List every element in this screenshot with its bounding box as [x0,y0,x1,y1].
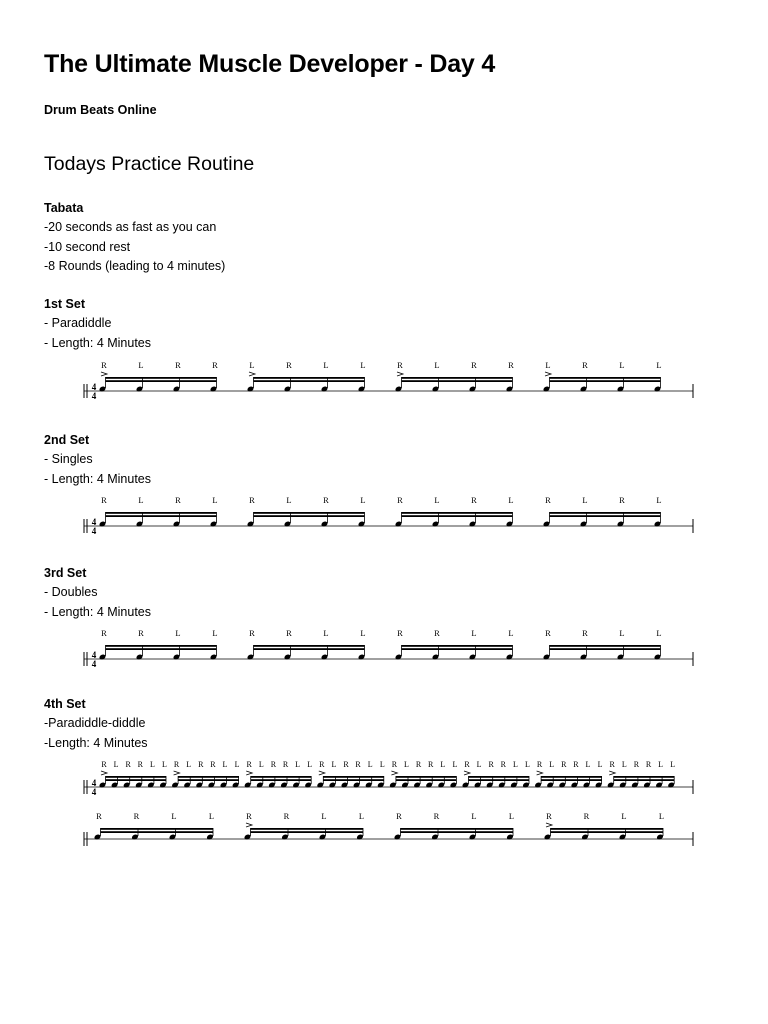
beam [401,831,514,833]
sticking-label: L [508,811,515,821]
sticking-label: R [582,360,588,370]
beam [254,512,365,514]
sticking-label: L [138,360,144,370]
sticking-label: R [138,628,144,638]
beam [469,776,530,778]
time-signature-bottom: 4 [91,659,97,669]
sticking-label: R [175,495,181,505]
sticking-label: R [561,760,567,769]
beam [106,779,167,781]
site-name: Drum Beats Online [44,103,157,117]
tabata-line: -10 second rest [44,239,131,254]
beam [402,380,513,382]
tabata-line: -8 Rounds (leading to 4 minutes) [44,259,226,273]
set-2-block [44,430,724,489]
time-signature-top: 4 [91,517,97,527]
sticking-label: R [96,811,102,821]
sticking-label: R [249,628,255,638]
sticking-label: L [549,760,555,769]
beam [550,645,661,647]
set-3-notation [0,624,768,680]
beam [106,648,217,650]
sticking-label: R [175,360,181,370]
beam [106,512,217,514]
set-title: 3rd Set [44,566,87,580]
sticking-label: L [621,811,627,821]
tabata-line: -20 seconds as fast as you can [44,220,217,234]
sticking-label: R [343,760,349,769]
sticking-label: L [358,811,365,821]
sticking-label: R [471,360,477,370]
sticking-label: R [545,628,551,638]
accent-mark [537,771,543,775]
set-2-notation [0,491,768,547]
sticking-label: L [175,628,181,638]
page-title: The Ultimate Muscle Developer - Day 4 [44,50,496,78]
sticking-label: L [670,760,676,769]
sticking-label: R [397,495,403,505]
tabata-block [44,198,724,277]
sticking-label: R [545,495,551,505]
beam [254,645,365,647]
sticking-label: R [212,360,218,370]
section-heading: Todays Practice Routine [44,153,255,175]
sticking-label: L [222,760,228,769]
sticking-label: R [583,811,590,821]
sticking-label: L [434,360,440,370]
sticking-label: L [212,495,218,505]
beam [402,512,513,514]
sticking-label: R [283,811,290,821]
beam [402,645,513,647]
tabata-title: Tabata [44,201,84,215]
sticking-label: L [295,760,301,769]
sticking-label: L [656,360,662,370]
accent-mark [464,771,470,775]
accent-mark [391,771,397,775]
sticking-label: R [101,760,107,769]
sticking-label: L [597,760,603,769]
beam [101,831,214,833]
sticking-label: L [440,760,446,769]
sticking-label: R [249,495,255,505]
time-signature-top: 4 [91,382,97,392]
sticking-label: L [476,760,482,769]
sticking-label: L [471,811,477,821]
beam [106,377,217,379]
beam [254,377,365,379]
sticking-label: R [319,760,325,769]
accent-mark [246,823,252,827]
beam [251,831,364,833]
sticking-label: L [434,495,440,505]
sticking-label: R [270,760,277,769]
sticking-label: R [101,360,107,370]
sticking-label: R [428,760,434,769]
sticking-label: R [323,495,329,505]
set-4-notation-row-1 [0,756,768,806]
sticking-label: L [360,360,366,370]
accent-mark [397,372,403,376]
sticking-label: L [619,360,625,370]
beam [401,828,514,830]
sticking-label: L [658,811,665,821]
beam [251,828,364,830]
sticking-label: L [621,760,627,769]
sticking-label: L [212,628,218,638]
sticking-label: L [582,495,588,505]
sticking-label: R [246,811,252,821]
set-title: 1st Set [44,297,85,311]
sticking-label: L [360,628,366,638]
sticking-label: R [464,760,470,769]
beam [551,831,664,833]
sticking-label: R [286,628,292,638]
beam [614,779,675,781]
set-line: - Doubles [44,585,98,599]
set-4-notation-row-2 [0,808,768,858]
accent-mark [246,771,252,775]
sticking-label: R [471,495,477,505]
set-title: 2nd Set [44,433,90,447]
set-line: - Length: 4 Minutes [44,335,152,350]
beam [614,776,675,778]
sticking-label: R [173,760,180,769]
set-3-block [44,563,724,622]
beam [323,779,384,781]
beam [106,515,217,517]
beam [541,779,602,781]
beam [550,515,661,517]
sticking-label: R [633,760,640,769]
accent-mark [546,823,552,827]
beam [402,515,513,517]
beam [550,377,661,379]
time-signature-top: 4 [91,650,97,660]
beam [396,776,457,778]
beam [251,776,312,778]
set-line: - Length: 4 Minutes [44,604,152,619]
set-1-block [44,294,724,353]
sticking-label: L [208,811,215,821]
beam [106,776,167,778]
sticking-label: L [258,760,264,769]
beam [178,779,239,781]
beam [106,645,217,647]
sticking-label: R [609,760,615,769]
sticking-label: R [355,760,361,769]
sticking-label: R [286,360,292,370]
sticking-label: R [546,811,552,821]
sticking-label: R [619,495,625,505]
sticking-label: R [433,811,440,821]
accent-mark [101,372,107,376]
sticking-label: L [508,495,514,505]
beam [396,779,457,781]
beam [323,776,384,778]
beam [550,380,661,382]
sticking-label: L [323,360,329,370]
set-title: 4th Set [44,697,86,711]
sticking-label: L [171,811,177,821]
sticking-label: L [525,760,530,769]
beam [254,648,365,650]
time-signature-bottom: 4 [91,787,97,797]
beam [550,648,661,650]
set-line: - Paradiddle [44,316,112,330]
sticking-label: L [367,760,373,769]
sticking-label: L [404,760,409,769]
sticking-label: R [434,628,440,638]
sticking-label: L [656,628,662,638]
sticking-label: L [162,760,167,769]
beam [101,828,214,830]
sticking-label: L [249,360,255,370]
sticking-label: L [619,628,625,638]
sticking-label: L [307,760,313,769]
set-line: - Singles [44,452,93,466]
sticking-label: R [573,760,579,769]
sticking-label: L [656,495,662,505]
sticking-label: R [582,628,588,638]
sticking-label: R [133,811,140,821]
sticking-label: L [286,495,292,505]
sticking-label: L [360,495,366,505]
sticking-label: R [396,811,402,821]
sticking-label: L [149,760,155,769]
sticking-label: L [234,760,240,769]
time-signature-bottom: 4 [91,391,97,401]
time-signature-top: 4 [91,778,97,788]
sticking-label: L [452,760,458,769]
sticking-label: R [282,760,289,769]
sticking-label: R [508,360,514,370]
accent-mark [174,771,180,775]
sticking-label: R [137,760,143,769]
beam [550,512,661,514]
set-1-notation [0,356,768,412]
sticking-label: R [101,628,107,638]
sticking-label: L [331,760,337,769]
beam [254,380,365,382]
beam [251,779,312,781]
sticking-label: R [125,760,131,769]
accent-mark [101,771,107,775]
beam [178,776,239,778]
sticking-label: L [138,495,144,505]
sticking-label: L [545,360,551,370]
sticking-label: L [585,760,591,769]
accent-mark [609,771,615,775]
sticking-label: L [658,760,664,769]
sticking-label: L [323,628,329,638]
sticking-label: R [500,760,506,769]
sticking-label: R [397,628,403,638]
set-line: -Length: 4 Minutes [44,735,148,750]
time-signature-bottom: 4 [91,526,97,536]
sticking-label: R [210,760,216,769]
sticking-label: R [645,760,652,769]
sticking-label: R [101,495,107,505]
sticking-label: L [186,760,192,769]
beam [254,515,365,517]
beam [402,377,513,379]
sticking-label: L [379,760,385,769]
sticking-label: R [391,760,398,769]
sticking-label: R [246,760,252,769]
accent-mark [319,771,325,775]
sticking-label: R [198,760,204,769]
sticking-label: L [321,811,327,821]
sticking-label: L [113,760,119,769]
set-line: -Paradiddle-diddle [44,716,146,730]
sticking-label: R [397,360,403,370]
accent-mark [545,372,551,376]
sticking-label: L [508,628,514,638]
sticking-label: R [536,760,543,769]
sticking-label: L [512,760,518,769]
sticking-label: L [471,628,477,638]
sticking-label: R [488,760,494,769]
beam [551,828,664,830]
beam [106,380,217,382]
beam [469,779,530,781]
beam [402,648,513,650]
accent-mark [249,372,255,376]
set-line: - Length: 4 Minutes [44,471,152,486]
set-4-block [44,694,724,753]
beam [541,776,602,778]
sticking-label: R [415,760,422,769]
